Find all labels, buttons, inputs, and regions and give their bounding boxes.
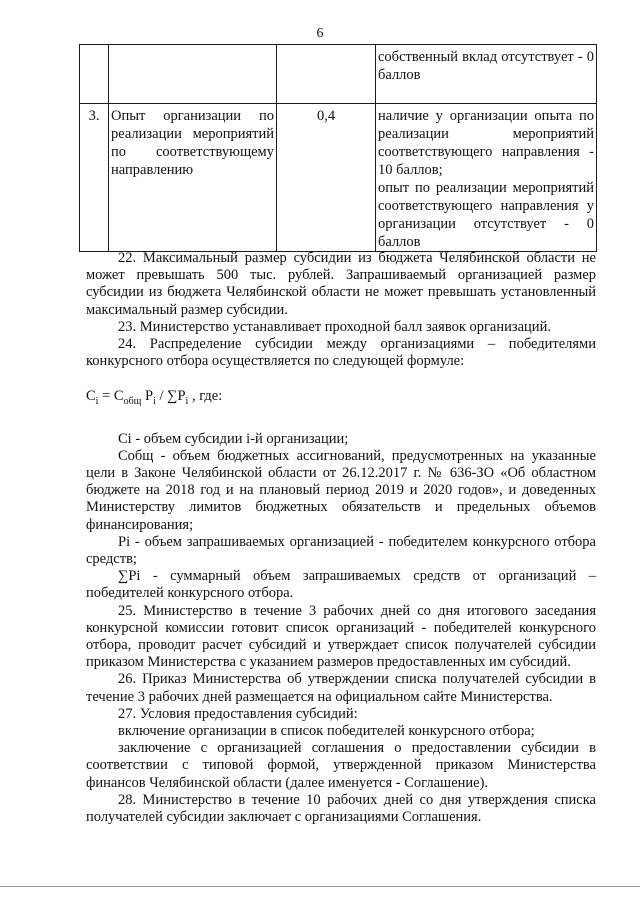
definition-sum-pi: ∑Pi - суммарный объем запрашиваемых средств от организаций – победителей конкурсного отбора. [86, 568, 596, 602]
table-cell-name [109, 45, 277, 104]
formula-part: C [86, 388, 96, 405]
criterion-text-b: опыт по реализации мероприятий соответствующего направления у организации отсутствует - 0 баллов [378, 180, 594, 250]
paragraph-23: 23. Министерство устанавливает проходной балл заявок организаций. [118, 318, 551, 335]
formula-sub: i [95, 396, 99, 408]
formula-part: = C [98, 388, 124, 405]
table-cell-num: 3. [80, 104, 109, 252]
table-cell-num [80, 45, 109, 104]
criterion-name: Опыт организации по реализации мероприятий по соответствующему направлению [111, 108, 274, 178]
paragraph-27-a: включение организации в список победителей конкурсного отбора; [118, 722, 535, 739]
table-cell-text [376, 104, 597, 252]
formula-sub: i [153, 396, 156, 408]
definition-ci: Ci - объем субсидии i-й организации; [118, 430, 349, 447]
page-number: 6 [316, 26, 324, 41]
formula-part: , где: [188, 388, 223, 405]
criterion-text-a: наличие у организации опыта по реализации мероприятий соответствующего направления - 10 баллов; [378, 108, 594, 178]
paragraph-25: 25. Министерство в течение 3 рабочих дней со дня итогового заседания конкурсной комиссии готовит список организаций - победителей конкурсного отбора, проводит расчет субсидий и утверждает список получателей субсидии приказом Министерства с указанием размеров предоставленных им субсидий. [86, 602, 596, 671]
paragraph-27: 27. Условия предоставления субсидий: [118, 705, 358, 722]
formula-part: P [141, 388, 154, 405]
table-cell-text [376, 45, 597, 104]
table-row [80, 45, 597, 104]
paragraph-27-b: заключение с организацией соглашения о предоставлении субсидии в соответствии с типовой формой, утвержденной приказом Министерства финансов Челябинской области (далее именуется - Соглашение). [86, 740, 596, 791]
table-cell-weight [277, 45, 376, 104]
page-bottom-divider [0, 886, 640, 887]
formula-sub: i [185, 396, 189, 408]
criteria-table [79, 44, 597, 252]
paragraph-26: 26. Приказ Министерства об утверждении списка получателей субсидии в течение 3 рабочих дней размещается на официальном сайте Министерства. [86, 671, 596, 705]
document-body [86, 250, 596, 826]
table-cell-weight: 0,4 [277, 104, 376, 252]
paragraph-22: 22. Максимальный размер субсидии из бюджета Челябинской области не может превышать 500 тыс. рублей. Запрашиваемый организацией размер субсидии из бюджета Челябинской области не может превышать установленный максимальный размер субсидии. [86, 250, 596, 318]
definition-cobsh: Cобщ - объем бюджетных ассигнований, предусмотренных на указанные цели в Законе Челябинской области от 26.12.2017 г. № 636-ЗО «Об областном бюджете на 2018 год и на плановый период 2019 и 2020 годов», и доведенных Министерству лимитов бюджетных обязательств и предельных объемов финансирования; [86, 447, 596, 533]
paragraph-28: 28. Министерство в течение 10 рабочих дней со дня утверждения списка получателей субсидии заключает с организациями Соглашения. [86, 791, 596, 825]
criterion-text: собственный вклад отсутствует - 0 баллов [378, 49, 594, 83]
formula-sub: общ [123, 396, 142, 408]
definition-pi: Pi - объем запрашиваемых организацией - победителем конкурсного отбора средств; [86, 533, 596, 567]
formula [86, 388, 596, 410]
table-cell-name [109, 104, 277, 252]
table-row [80, 104, 597, 252]
formula-part: / ∑P [155, 388, 186, 405]
paragraph-24: 24. Распределение субсидии между организациями – победителями конкурсного отбора осуществляется по следующей формуле: [86, 336, 596, 370]
